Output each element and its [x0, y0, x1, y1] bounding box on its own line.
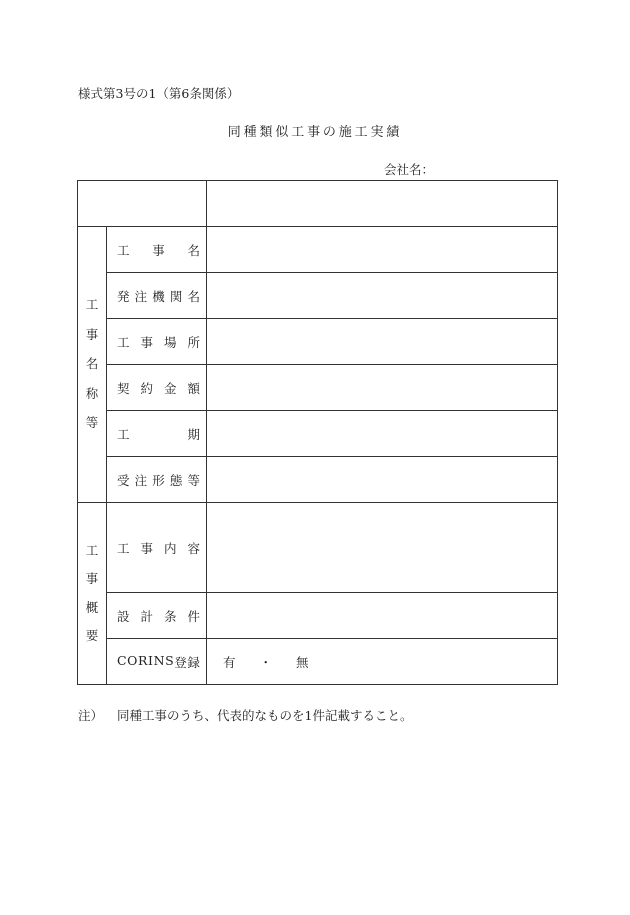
label-ordering-agency: 発 注 機 関 名 — [107, 273, 207, 319]
label-project-location: 工 事 場 所 — [107, 319, 207, 365]
results-table — [77, 180, 558, 685]
header-value-cell[interactable] — [207, 181, 558, 227]
label-design-conditions: 設 計 条 件 — [107, 593, 207, 639]
table-row — [78, 593, 558, 639]
label-construction-period: 工 期 — [107, 411, 207, 457]
corins-option-no[interactable]: 無 — [296, 654, 309, 670]
table-row-header — [78, 181, 558, 227]
header-blank-cell — [78, 181, 207, 227]
design-conditions-value[interactable] — [207, 593, 558, 639]
note-mark: 注） — [78, 708, 104, 723]
label-contract-form: 受 注 形 態 等 — [107, 457, 207, 503]
label-contract-amount: 契 約 金 額 — [107, 365, 207, 411]
table-row — [78, 273, 558, 319]
project-name-value[interactable] — [207, 227, 558, 273]
label-work-content: 工 事 内 容 — [107, 503, 207, 593]
work-content-value[interactable] — [207, 503, 558, 593]
table-row — [78, 457, 558, 503]
project-location-value[interactable] — [207, 319, 558, 365]
corins-option-yes[interactable]: 有 — [223, 654, 236, 670]
note — [78, 706, 412, 724]
note-text: 同種工事のうち、代表的なものを1件記載すること。 — [117, 708, 413, 723]
contract-form-value[interactable] — [207, 457, 558, 503]
construction-period-value[interactable] — [207, 411, 558, 457]
label-corins-registration: C O R I N S 登 録 — [107, 639, 207, 685]
label-project-name: 工 事 名 — [107, 227, 207, 273]
ordering-agency-value[interactable] — [207, 273, 558, 319]
corins-registration-value[interactable] — [207, 639, 558, 685]
corins-option-separator: ・ — [259, 654, 273, 670]
table-row — [78, 411, 558, 457]
table-row — [78, 365, 558, 411]
document-title: 同種類似工事の施工実績 — [227, 125, 403, 140]
form-number: 様式第3号の1（第6条関係） — [78, 86, 240, 101]
table-row — [78, 319, 558, 365]
contract-amount-value[interactable] — [207, 365, 558, 411]
table-row — [78, 639, 558, 685]
table-row — [78, 227, 558, 273]
table-row — [78, 503, 558, 593]
group-label-project: 工 事 名 称 等 — [78, 227, 107, 503]
group-label-overview: 工 事 概 要 — [78, 503, 107, 685]
company-name-label: 会社名： — [384, 162, 435, 177]
